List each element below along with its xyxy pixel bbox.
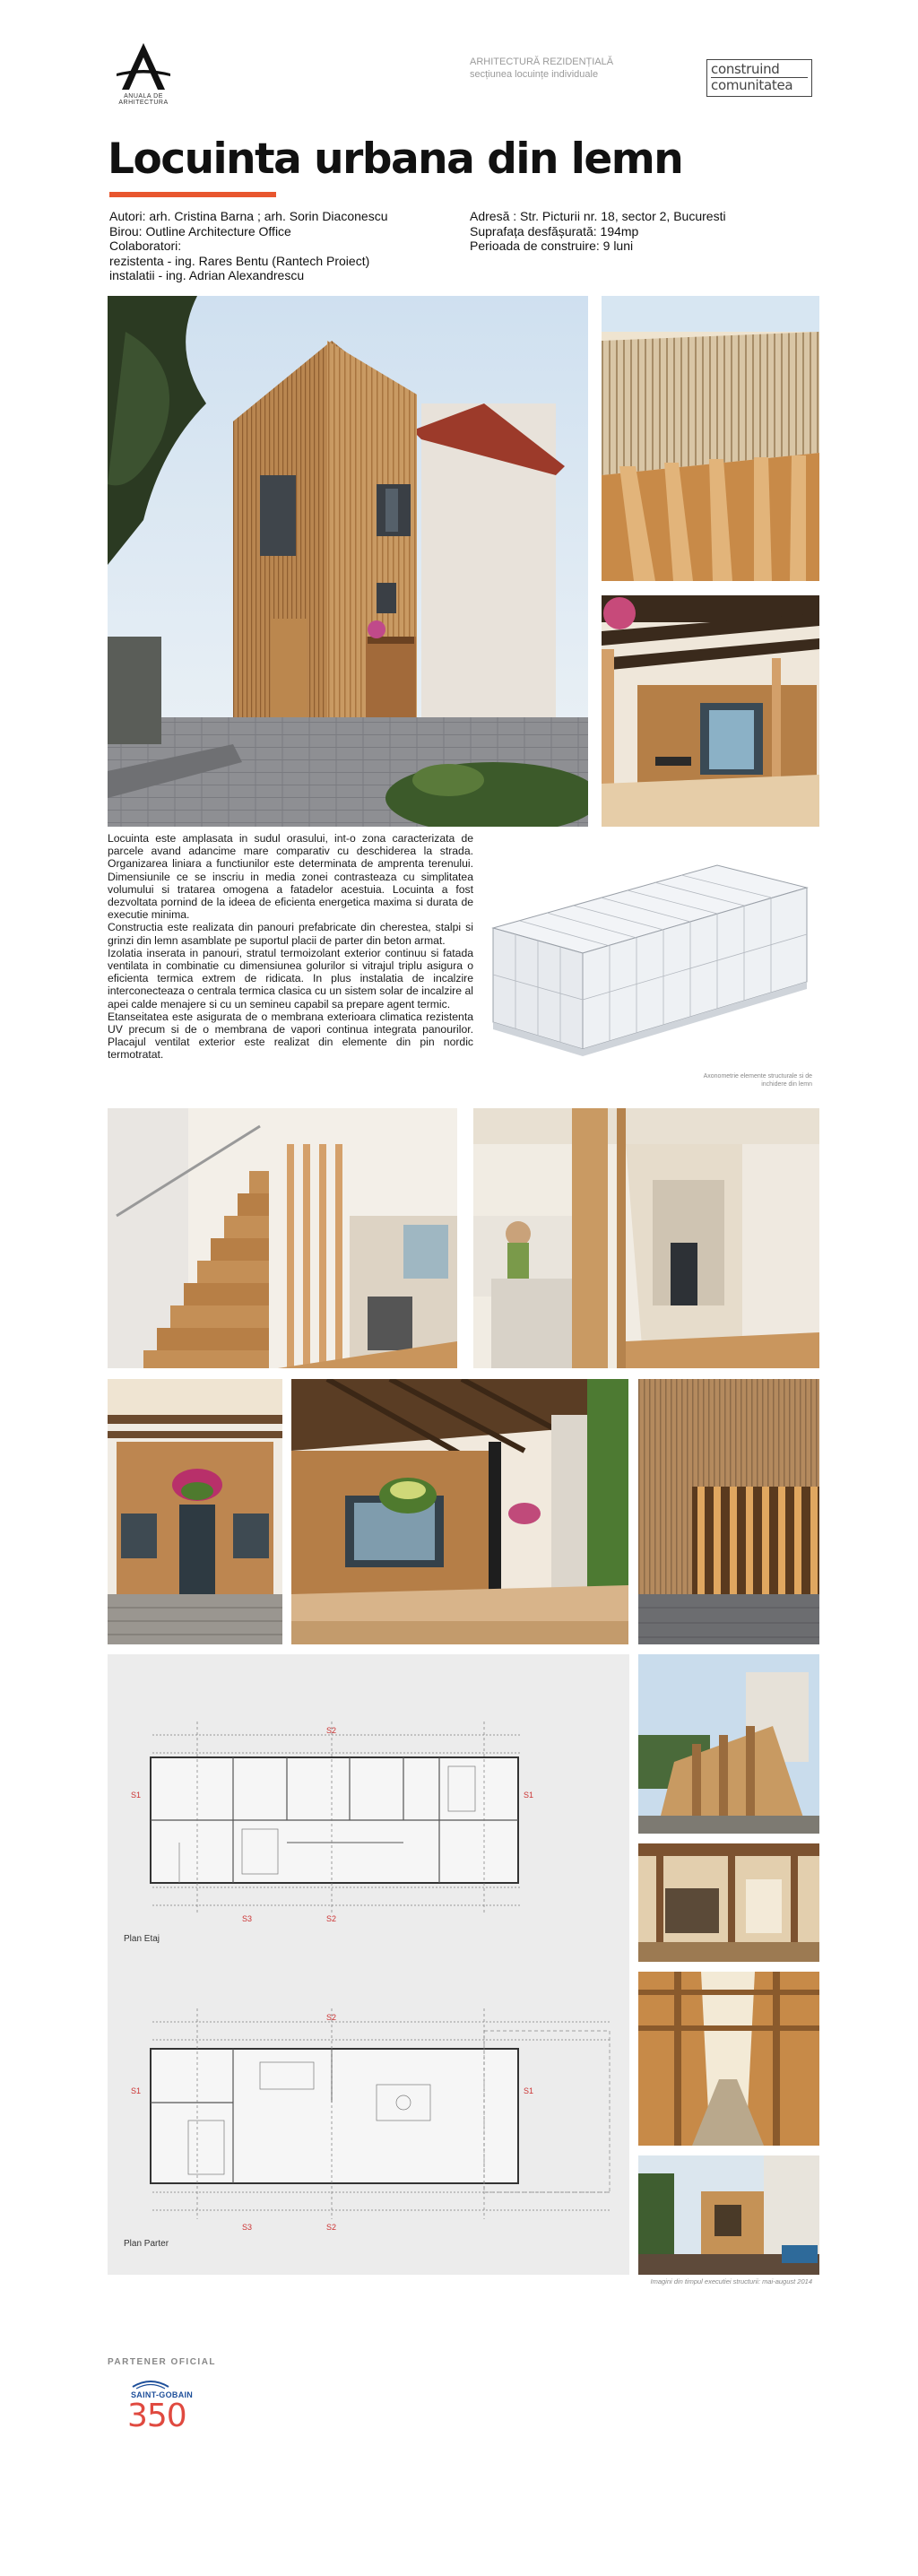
meta-duration: Perioada de construire: 9 luni bbox=[470, 239, 634, 253]
slatted-facade-detail-photo bbox=[638, 1379, 819, 1644]
slatted-ceiling-photo bbox=[602, 296, 819, 581]
award-section bbox=[470, 56, 613, 81]
logo-caption: ANUALA DE ARHITECTURA bbox=[118, 93, 169, 106]
project-credits bbox=[109, 209, 387, 283]
project-description bbox=[108, 832, 473, 1062]
meta-area: Suprafața desfășurată: 194mp bbox=[470, 223, 639, 239]
meta-address: Adresă : Str. Picturii nr. 18, sector 2, Bucuresti bbox=[470, 209, 726, 223]
axonometry-caption: Axonometrie elemente structurale si de inchidere din lemn bbox=[703, 1073, 812, 1088]
description-paragraph: Izolatia inserata in panouri, stratul termoizolant exterior continuu si fatada ventilata in combinatie cu dimensiunea golurilor si vitrajul triplu asigura o eficienta termica extrem de ridicata. In plus instalatia de incalzire interconecteaza o centrala termica clasica cu un sistem solar de incalzire al apei calde menajere si cu un semineu capabil sa prepare agent termic. bbox=[108, 946, 473, 1010]
brand-line-2: comunitatea bbox=[711, 77, 793, 93]
section-mark-s1: S1 bbox=[131, 2086, 142, 2095]
brand-line-1: construind bbox=[711, 62, 808, 78]
interior-kitchen-corridor-photo bbox=[473, 1108, 819, 1368]
construction-photo-4 bbox=[638, 2155, 819, 2275]
title-underline bbox=[109, 192, 276, 197]
credit-installations: instalatii - ing. Adrian Alexandrescu bbox=[109, 268, 305, 282]
section-mark-s3: S3 bbox=[242, 2223, 253, 2232]
section-mark-s1: S1 bbox=[524, 2086, 534, 2095]
section-mark-s2: S2 bbox=[326, 1726, 337, 1735]
section-mark-s1: S1 bbox=[524, 1791, 534, 1800]
structural-axonometry-drawing bbox=[484, 847, 816, 1071]
section-mark-s1: S1 bbox=[131, 1791, 142, 1800]
saint-gobain-350-logo bbox=[108, 2374, 206, 2433]
partner-label: PARTENER OFICIAL bbox=[108, 2357, 217, 2367]
construction-photo-2 bbox=[638, 1843, 819, 1962]
section-category: ARHITECTURĂ REZIDENȚIALĂ bbox=[470, 56, 614, 67]
pergola-terrace-photo bbox=[602, 595, 819, 827]
credit-authors: Autori: arh. Cristina Barna ; arh. Sorin Diaconescu bbox=[109, 209, 388, 223]
credit-office: Birou: Outline Architecture Office bbox=[109, 223, 291, 239]
project-meta bbox=[470, 209, 726, 254]
construind-comunitatea-logo bbox=[706, 59, 812, 97]
section-subcategory: secțiunea locuințe individuale bbox=[470, 69, 599, 80]
sponsor-name: SAINT-GOBAIN bbox=[131, 2390, 194, 2399]
floor-plans-panel bbox=[108, 1654, 629, 2275]
section-mark-s2: S2 bbox=[326, 2013, 337, 2022]
sponsor-number: 350 bbox=[127, 2398, 186, 2434]
upper-floor-plan-label: Plan Etaj bbox=[124, 1934, 160, 1944]
terrace-pergola-photo bbox=[291, 1379, 628, 1644]
page-title: Locuinta urbana din lemn bbox=[108, 134, 683, 184]
credit-structure: rezistenta - ing. Rares Bentu (Rantech Proiect) bbox=[109, 253, 370, 268]
interior-stair-photo bbox=[108, 1108, 457, 1368]
construction-photo-1 bbox=[638, 1654, 819, 1834]
floor-plan-drawings bbox=[108, 1654, 629, 2275]
description-paragraph: Locuinta este amplasata in sudul orasului, int-o zona caracterizata de parcele avand adancime mare comparativ cu deschiderea la strada. Organizarea liniara a functiunilor este determinata de amprenta terenului. Dimensiunile ce se inscriu in media zonei contrasteaza cu simplitatea volumului si tratarea omogena a fatadelor acestuia. Locuinta a fost dezvoltata pornind de la ideea de eficienta energetica maxima si durata de executie minima. bbox=[108, 832, 473, 922]
section-mark-s2: S2 bbox=[326, 2223, 337, 2232]
section-mark-s3: S3 bbox=[242, 1914, 253, 1923]
construction-photo-3 bbox=[638, 1972, 819, 2146]
description-paragraph: Constructia este realizata din panouri prefabricate din cherestea, stalpi si grinzi din lemn asamblate pe suportul placii de parter din beton armat. bbox=[108, 921, 473, 947]
credit-collaborators: Colaboratori: bbox=[109, 239, 182, 253]
terrace-entrance-photo bbox=[108, 1379, 282, 1644]
description-paragraph: Etanseitatea este asigurata de o membrana exterioara climatica rezistenta UV precum si de o membrana de vapori continua integrata panourilor. Placajul ventilat exterior este realizat din elemente din pin nordic termotratat. bbox=[108, 1010, 473, 1062]
exterior-house-photo bbox=[108, 296, 588, 827]
ground-floor-plan-label: Plan Parter bbox=[124, 2239, 169, 2249]
section-mark-s2: S2 bbox=[326, 1914, 337, 1923]
construction-photos-caption: Imagini din timpul executiei structurii: mai-august 2014 bbox=[650, 2277, 812, 2285]
